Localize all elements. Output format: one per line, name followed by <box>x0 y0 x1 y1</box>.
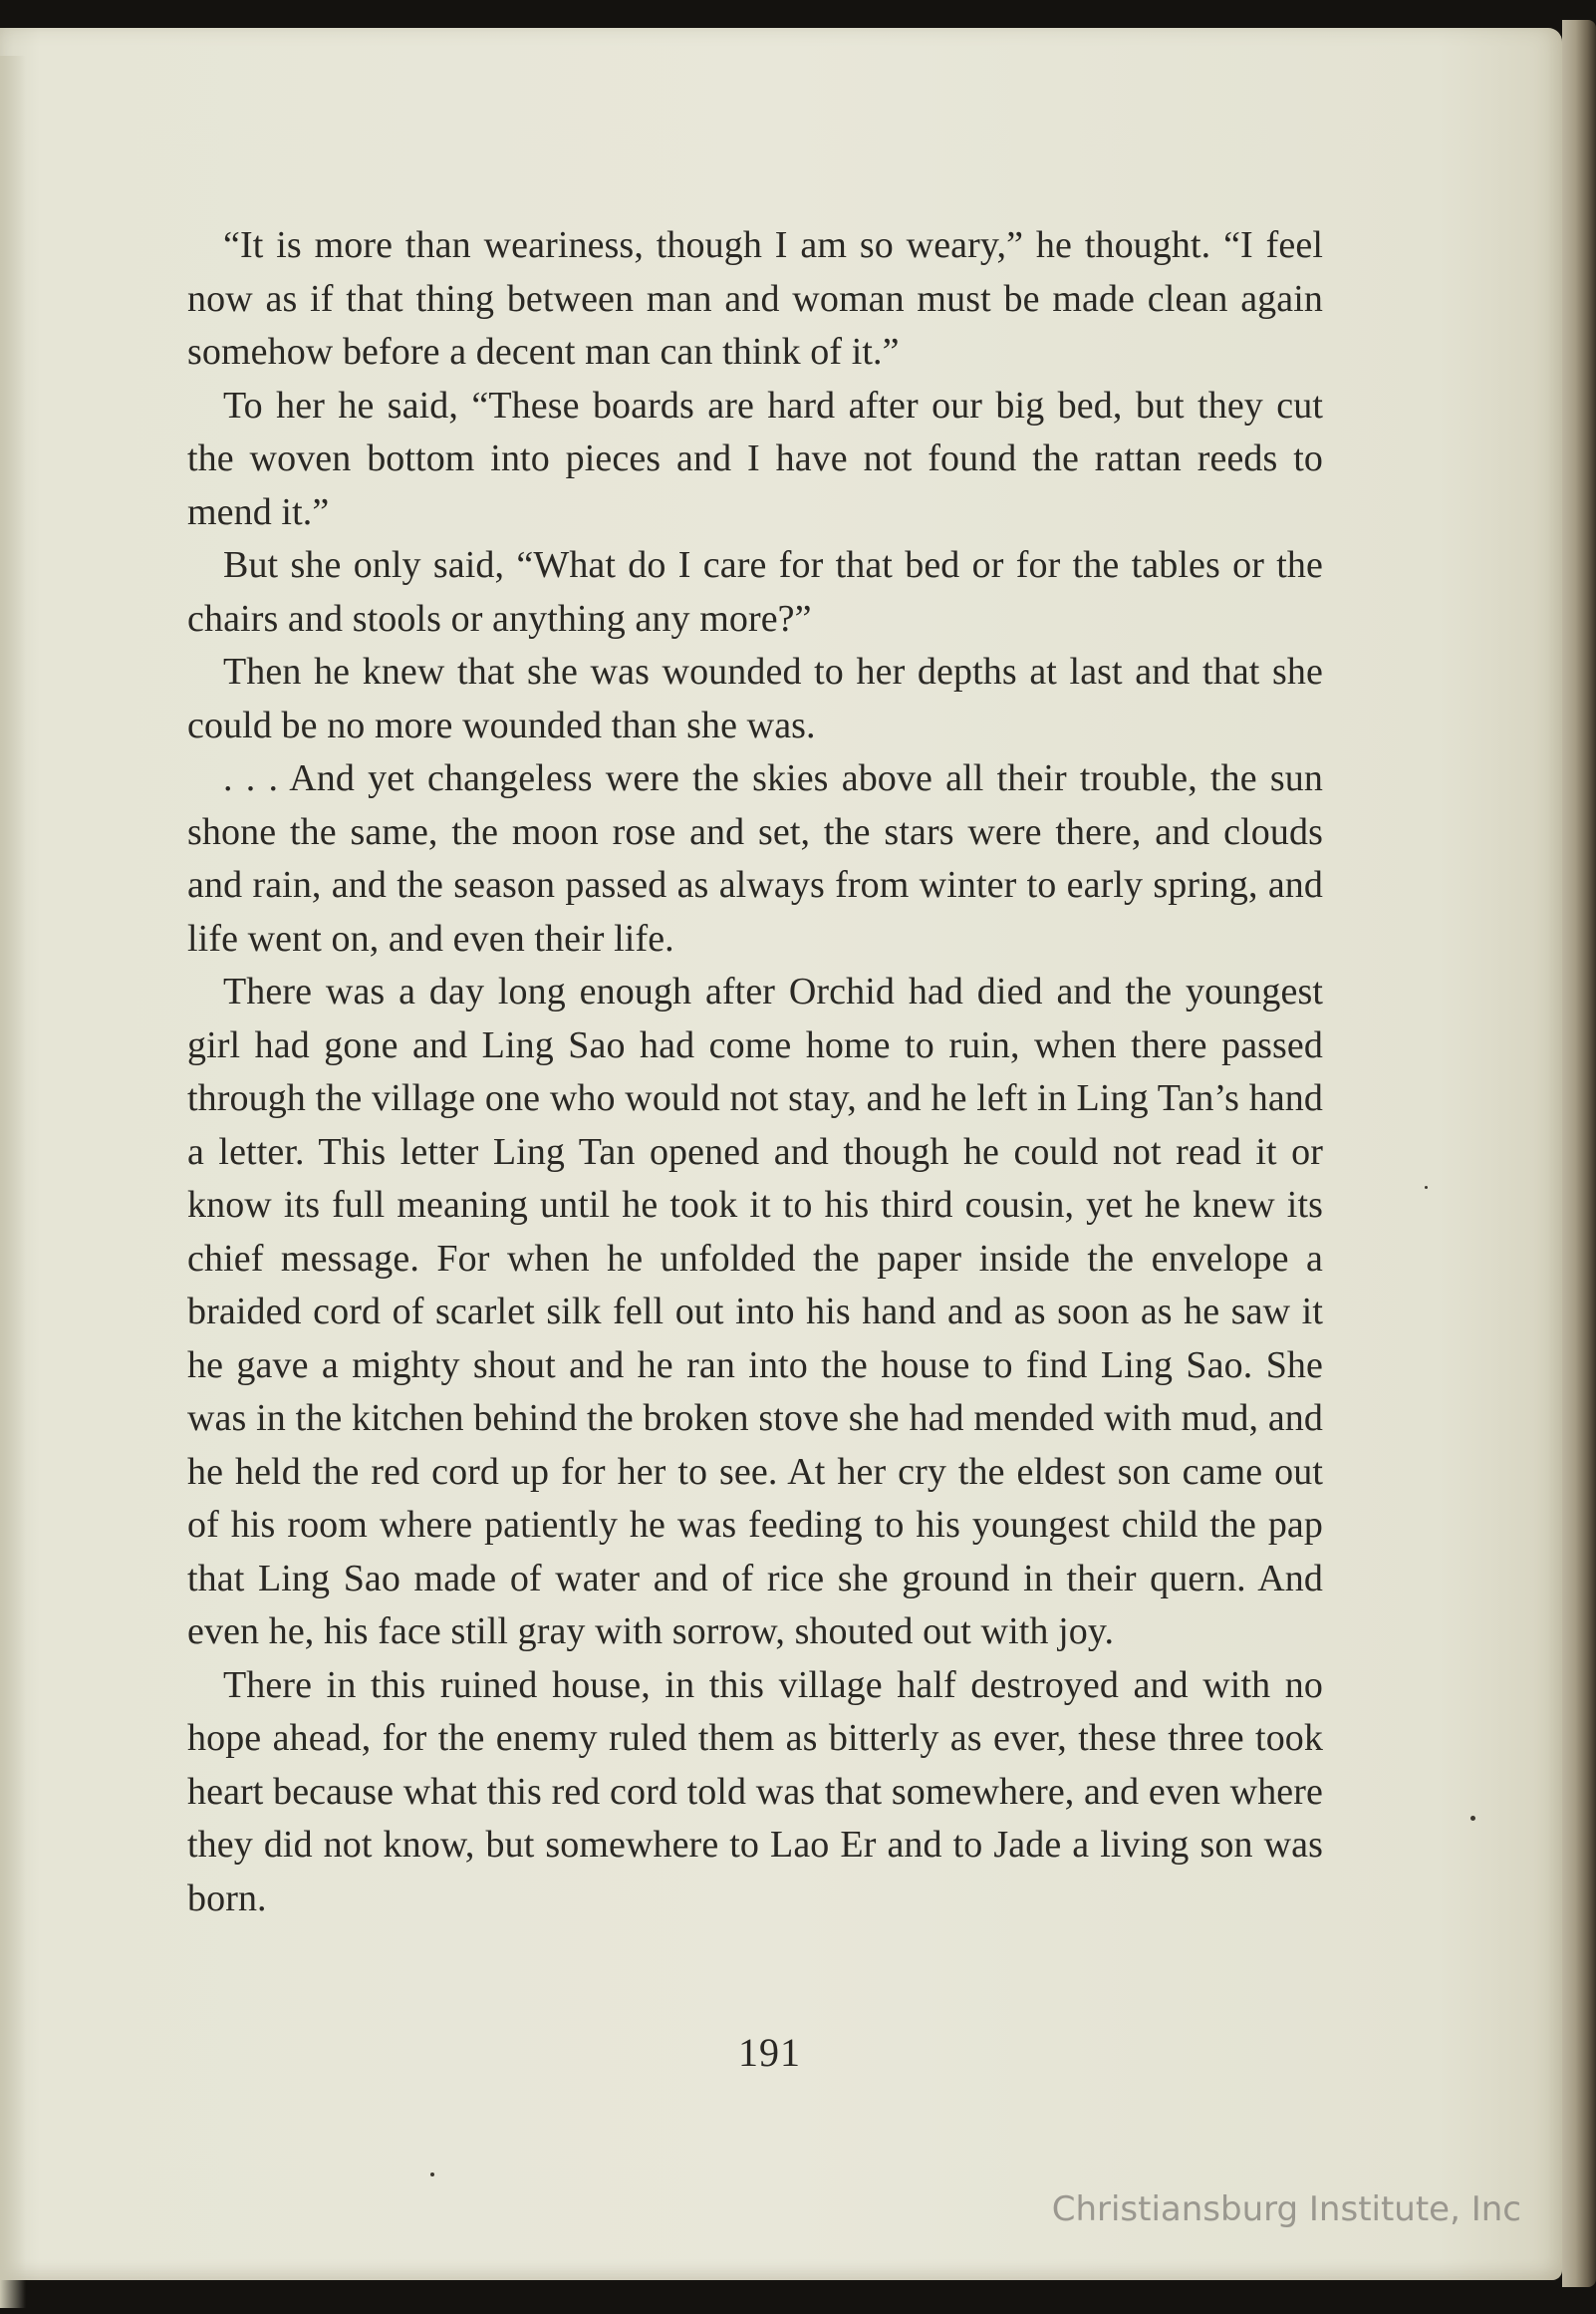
paragraph: But she only said, “What do I care for that bed or for the tables or the chairs and stools or anything any more?” <box>187 544 1323 640</box>
page-body-text <box>187 219 1323 1925</box>
page-edge <box>1562 20 1596 2287</box>
paper-speck <box>1425 1186 1428 1189</box>
watermark-text: Christiansburg Institute, Inc <box>1051 2189 1521 2229</box>
paper-speck <box>1470 1816 1475 1821</box>
paragraph: Then he knew that she was wounded to her depths at last and that she could be no more wounded than she was. <box>187 651 1323 746</box>
paper-speck <box>430 2172 434 2176</box>
paragraph: There in this ruined house, in this village half destroyed and with no hope ahead, for the enemy ruled them as bitterly as ever, these three took heart because what this red cord told was that somewhere, and even where they did not know, but somewhere to Lao Er and to Jade a living son was born. <box>187 1663 1323 1919</box>
paragraph: There was a day long enough after Orchid had died and the youngest girl had gone and Ling Sao had come home to ruin, when there passed through the village one who would not stay, and he left in Ling Tan’s hand a letter. This letter Ling Tan opened and though he could not read it or know its full meaning until he took it to his third cousin, yet he knew its chief message. For when he unfolded the paper inside the envelope a braided cord of scarlet silk fell out into his hand and as soon as he saw it he gave a mighty shout and he ran into the house to find Ling Sao. She was in the kitchen behind the broken stove she had mended with mud, and he held the red cord up for her to see. At her cry the eldest son came out of his room where patiently he was feeding to his youngest child the pap that Ling Sao made of water and of rice she ground in their quern. And even he, his face still gray with sorrow, shouted out with joy. <box>187 971 1323 1652</box>
paragraph: . . . And yet changeless were the skies above all their trouble, the sun shone the same, the moon rose and set, the stars were there, and clouds and rain, and the season passed as always from winter to early spring, and life went on, and even their life. <box>187 757 1323 960</box>
page-number: 191 <box>738 2030 801 2075</box>
binding-gutter <box>0 56 26 2308</box>
paragraph: “It is more than weariness, though I am so weary,” he thought. “I feel now as if that thing between man and woman must be made clean again somehow before a decent man can think of it.” <box>187 224 1323 373</box>
paragraph: To her he said, “These boards are hard after our big bed, but they cut the woven bottom into pieces and I have not found the rattan reeds to mend it.” <box>187 384 1323 533</box>
